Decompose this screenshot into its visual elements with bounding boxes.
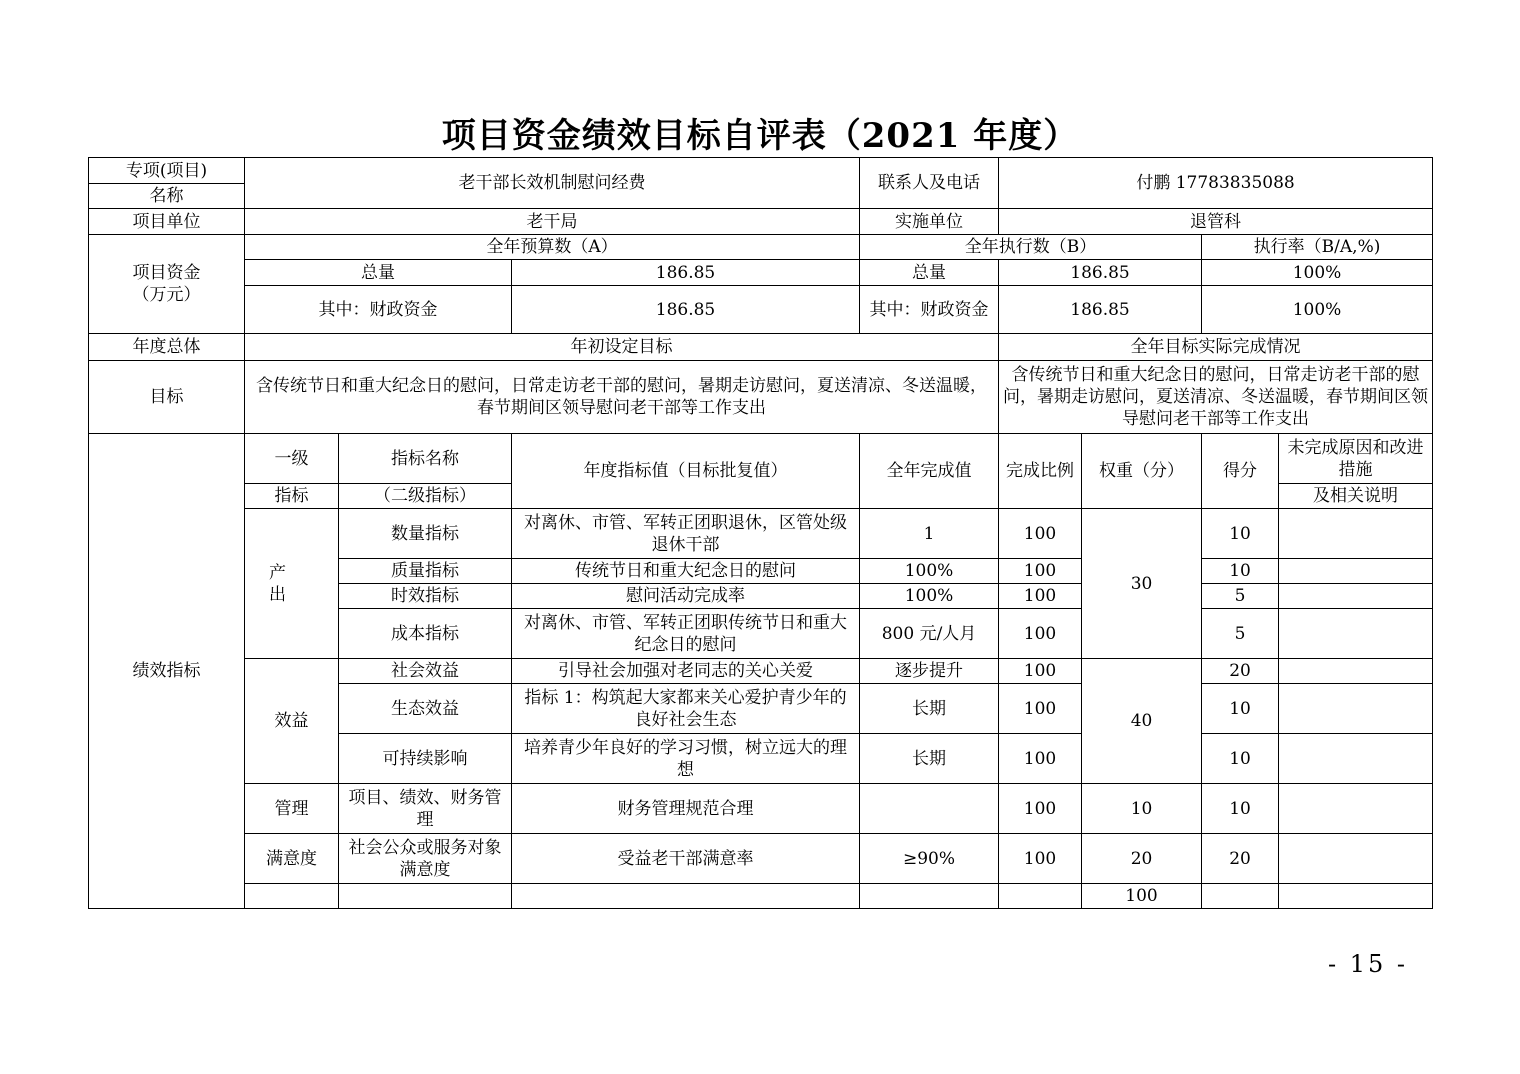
row-ratio: 100 — [999, 584, 1082, 609]
row-target: 对离休、市管、军转正团职传统节日和重大纪念日的慰问 — [512, 609, 860, 659]
row-actual: 长期 — [860, 684, 999, 734]
row-ratio: 100 — [999, 684, 1082, 734]
row-actual: 800 元/人月 — [860, 609, 999, 659]
header-level1: 一级 — [245, 434, 339, 484]
row-reason — [1279, 684, 1433, 734]
row-actual: 长期 — [860, 734, 999, 784]
row-score: 5 — [1202, 609, 1279, 659]
row-ratio: 100 — [999, 734, 1082, 784]
funds-label-line2: （万元） — [132, 285, 201, 305]
row-score: 10 — [1202, 509, 1279, 559]
contact-label: 联系人及电话 — [860, 158, 999, 209]
group-management: 管理 — [245, 784, 339, 834]
row-target: 传统节日和重大纪念日的慰问 — [512, 559, 860, 584]
weight-output: 30 — [1082, 509, 1202, 659]
row-score: 10 — [1202, 784, 1279, 834]
funds-label-line1: 项目资金 — [132, 263, 201, 283]
row-name: 时效指标 — [339, 584, 512, 609]
header-reason-b: 及相关说明 — [1279, 484, 1433, 509]
impl-value: 退管科 — [999, 209, 1433, 235]
row-actual: 逐步提升 — [860, 659, 999, 684]
actual-goal-text: 含传统节日和重大纪念日的慰问，日常走访老干部的慰问，暑期走访慰问，夏送清凉、冬送温暖，春节期间区领导慰问老干部等工作支出 — [999, 361, 1433, 434]
total-empty — [512, 884, 860, 909]
page-title: 项目资金绩效目标自评表（2021 年度） — [441, 116, 1079, 156]
row-ratio: 100 — [999, 559, 1082, 584]
fiscal-label-2: 其中：财政资金 — [860, 286, 999, 334]
row-target: 对离休、市管、军转正团职退休，区管处级退休干部 — [512, 509, 860, 559]
header-reason: 未完成原因和改进措施 — [1279, 434, 1433, 484]
header-target: 年度指标值（目标批复值） — [512, 434, 860, 509]
fiscal-rate: 100% — [1202, 286, 1433, 334]
group-satisfaction: 满意度 — [245, 834, 339, 884]
weight-management: 10 — [1082, 784, 1202, 834]
page-number: - 15 - — [1327, 950, 1408, 978]
total-budget: 186.85 — [512, 260, 860, 286]
exec-header: 全年执行数（B） — [860, 235, 1202, 260]
rate-header: 执行率（B/A,%) — [1202, 235, 1433, 260]
total-empty — [1202, 884, 1279, 909]
row-score: 20 — [1202, 659, 1279, 684]
row-name: 可持续影响 — [339, 734, 512, 784]
row-actual: 1 — [860, 509, 999, 559]
funds-label — [89, 235, 245, 334]
project-name-label: 专项(项目) — [89, 158, 245, 184]
row-target: 财务管理规范合理 — [512, 784, 860, 834]
row-reason — [1279, 609, 1433, 659]
row-reason — [1279, 784, 1433, 834]
row-actual: ≥90% — [860, 834, 999, 884]
total-label-2: 总量 — [860, 260, 999, 286]
row-ratio: 100 — [999, 509, 1082, 559]
goal-label-2: 目标 — [89, 361, 245, 434]
group-benefit: 效益 — [245, 659, 339, 784]
total-empty — [245, 884, 339, 909]
row-name: 成本指标 — [339, 609, 512, 659]
row-name: 数量指标 — [339, 509, 512, 559]
perf-label: 绩效指标 — [89, 434, 245, 909]
row-reason — [1279, 584, 1433, 609]
group-output — [245, 509, 339, 659]
header-actual: 全年完成值 — [860, 434, 999, 509]
row-actual — [860, 784, 999, 834]
row-name: 生态效益 — [339, 684, 512, 734]
row-reason — [1279, 559, 1433, 584]
row-score: 10 — [1202, 684, 1279, 734]
row-target: 指标 1：构筑起大家都来关心爱护青少年的良好社会生态 — [512, 684, 860, 734]
row-ratio: 100 — [999, 609, 1082, 659]
total-empty — [860, 884, 999, 909]
row-target: 培养青少年良好的学习习惯，树立远大的理想 — [512, 734, 860, 784]
group-output-label: 产出 — [269, 562, 314, 605]
header-name: 指标名称 — [339, 434, 512, 484]
project-name-value: 老干部长效机制慰问经费 — [245, 158, 860, 209]
row-score: 20 — [1202, 834, 1279, 884]
fiscal-label: 其中：财政资金 — [245, 286, 512, 334]
fiscal-exec: 186.85 — [999, 286, 1202, 334]
budget-header: 全年预算数（A） — [245, 235, 860, 260]
row-ratio: 100 — [999, 834, 1082, 884]
row-reason — [1279, 834, 1433, 884]
row-ratio: 100 — [999, 784, 1082, 834]
initial-goal-text: 含传统节日和重大纪念日的慰问，日常走访老干部的慰问，暑期走访慰问，夏送清凉、冬送温暖，春节期间区领导慰问老干部等工作支出 — [245, 361, 999, 434]
row-reason — [1279, 509, 1433, 559]
row-target: 引导社会加强对老同志的关心关爱 — [512, 659, 860, 684]
header-level1-b: 指标 — [245, 484, 339, 509]
actual-goal-header: 全年目标实际完成情况 — [999, 334, 1433, 361]
row-reason — [1279, 659, 1433, 684]
unit-value: 老干局 — [245, 209, 860, 235]
total-rate: 100% — [1202, 260, 1433, 286]
fiscal-budget: 186.85 — [512, 286, 860, 334]
initial-goal-header: 年初设定目标 — [245, 334, 999, 361]
row-score: 10 — [1202, 559, 1279, 584]
total-empty — [1279, 884, 1433, 909]
row-target: 受益老干部满意率 — [512, 834, 860, 884]
contact-value: 付鹏 17783835088 — [999, 158, 1433, 209]
row-name: 社会效益 — [339, 659, 512, 684]
total-empty — [999, 884, 1082, 909]
goal-label: 年度总体 — [89, 334, 245, 361]
total-empty — [339, 884, 512, 909]
project-name-label-2: 名称 — [89, 184, 245, 209]
impl-label: 实施单位 — [860, 209, 999, 235]
row-target: 慰问活动完成率 — [512, 584, 860, 609]
header-weight: 权重（分） — [1082, 434, 1202, 509]
weight-benefit: 40 — [1082, 659, 1202, 784]
row-actual: 100% — [860, 584, 999, 609]
total-label: 总量 — [245, 260, 512, 286]
row-name: 项目、绩效、财务管理 — [339, 784, 512, 834]
weight-satisfaction: 20 — [1082, 834, 1202, 884]
row-name: 质量指标 — [339, 559, 512, 584]
row-reason — [1279, 734, 1433, 784]
total-weight: 100 — [1082, 884, 1202, 909]
row-ratio: 100 — [999, 659, 1082, 684]
total-exec: 186.85 — [999, 260, 1202, 286]
row-name: 社会公众或服务对象满意度 — [339, 834, 512, 884]
row-score: 5 — [1202, 584, 1279, 609]
unit-label: 项目单位 — [89, 209, 245, 235]
header-name-b: （二级指标） — [339, 484, 512, 509]
row-score: 10 — [1202, 734, 1279, 784]
header-ratio: 完成比例 — [999, 434, 1082, 509]
evaluation-table — [88, 157, 1433, 909]
row-actual: 100% — [860, 559, 999, 584]
header-score: 得分 — [1202, 434, 1279, 509]
